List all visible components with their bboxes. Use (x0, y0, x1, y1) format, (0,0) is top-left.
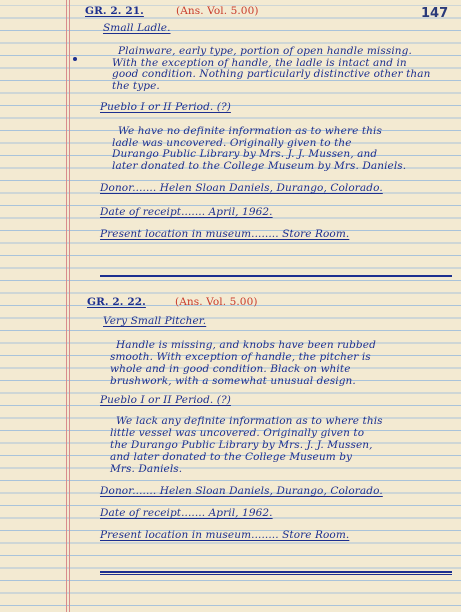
item-title: Small Ladle. (103, 22, 171, 34)
description-line: brushwork, with a somewhat unusual design. (110, 375, 356, 387)
provenance-line: Mrs. Daniels. (110, 463, 183, 475)
provenance-line: We have no definite information as to where this (118, 125, 382, 137)
volume-reference: (Ans. Vol. 5.00) (175, 296, 258, 308)
location-line: Present location in museum........ Store Room. (100, 228, 350, 240)
margin-line (69, 0, 70, 612)
catalog-number: GR. 2. 22. (87, 296, 146, 308)
description-line: smooth. With exception of handle, the pitcher is (110, 351, 371, 363)
description-line: Handle is missing, and knobs have been rubbed (116, 339, 376, 351)
catalog-number: GR. 2. 21. (85, 5, 144, 17)
date-of-receipt-line: Date of receipt....... April, 1962. (100, 206, 273, 218)
description-line: With the exception of handle, the ladle is intact and in (112, 57, 407, 69)
page-number: 147 (421, 6, 449, 21)
separator-rule (100, 571, 452, 573)
donor-line: Donor....... Helen Sloan Daniels, Durango, Colorado. (100, 485, 383, 497)
volume-reference: (Ans. Vol. 5.00) (176, 5, 259, 17)
provenance-line: We lack any definite information as to where this (116, 415, 383, 427)
separator-rule (100, 574, 452, 575)
provenance-line: and later donated to the College Museum by (110, 451, 353, 463)
provenance-line: later donated to the College Museum by Mrs. Daniels. (112, 160, 407, 172)
provenance-line: little vessel was uncovered. Originally given to (110, 427, 365, 439)
donor-line: Donor....... Helen Sloan Daniels, Durango, Colorado. (100, 182, 383, 194)
separator-rule (100, 275, 452, 277)
period-heading: Pueblo I or II Period. (?) (100, 394, 231, 406)
provenance-line: ladle was uncovered. Originally given to the (112, 137, 352, 149)
provenance-line: Durango Public Library by Mrs. J. J. Mussen, and (112, 148, 378, 160)
description-line: the type. (112, 80, 160, 92)
date-of-receipt-line: Date of receipt....... April, 1962. (100, 507, 273, 519)
period-heading: Pueblo I or II Period. (?) (100, 101, 231, 113)
description-line: Plainware, early type, portion of open handle missing. (118, 45, 412, 57)
bullet-dot (73, 57, 77, 61)
description-line: good condition. Nothing particularly distinctive other than (112, 68, 431, 80)
item-title: Very Small Pitcher. (103, 315, 207, 327)
description-line: whole and in good condition. Black on white (110, 363, 351, 375)
margin-line (66, 0, 67, 612)
provenance-line: the Durango Public Library by Mrs. J. J. Mussen, (110, 439, 373, 451)
location-line: Present location in museum........ Store Room. (100, 529, 350, 541)
